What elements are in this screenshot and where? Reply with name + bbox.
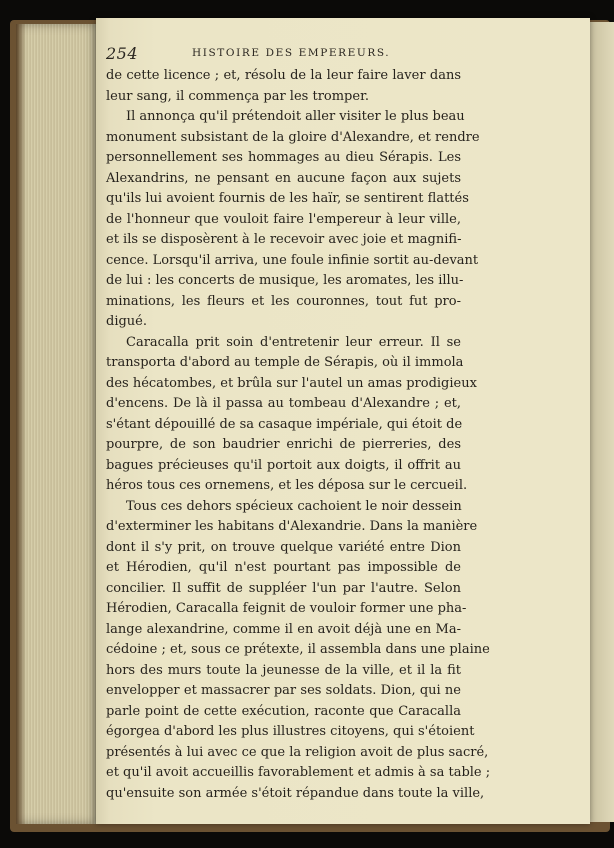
text-line: bagues précieuses qu'il portoit aux doigts, il offrit au bbox=[106, 457, 461, 473]
body-text bbox=[106, 66, 491, 804]
page-edges bbox=[16, 24, 102, 824]
text-line: Il annonça qu'il prétendoit aller visiter le plus beau bbox=[126, 109, 465, 124]
text-line: de l'honneur que vouloit faire l'empereur à leur ville, bbox=[106, 211, 461, 227]
text-line: envelopper et massacrer par ses soldats. Dion, qui ne bbox=[106, 683, 461, 698]
text-line: personnellement ses hommages au dieu Sérapis. Les bbox=[106, 150, 461, 165]
text-line: cédoine ; et, sous ce prétexte, il assembla dans une plaine bbox=[106, 642, 490, 657]
page-number: 254 bbox=[106, 44, 139, 63]
text-line: cence. Lorsqu'il arriva, une foule infinie sortit au-devant bbox=[106, 252, 479, 268]
text-line: hors des murs toute la jeunesse de la ville, et il la fit bbox=[106, 662, 461, 678]
text-line: d'exterminer les habitans d'Alexandrie. Dans la manière bbox=[106, 519, 478, 534]
text-line: leur sang, il commença par les tromper. bbox=[106, 88, 369, 104]
text-line: de lui : les concerts de musique, les aromates, les illu- bbox=[106, 273, 464, 288]
text-line: présentés à lui avec ce que la religion avoit de plus sacré, bbox=[106, 744, 489, 760]
text-line: s'étant dépouillé de sa casaque impériale, qui étoit de bbox=[106, 416, 463, 432]
text-line: d'encens. De là il passa au tombeau d'Alexandre ; et, bbox=[106, 396, 461, 411]
facing-page-edge bbox=[590, 22, 614, 822]
text-line: lange alexandrine, comme il en avoit déjà une en Ma- bbox=[106, 621, 461, 637]
text-line: digué. bbox=[106, 314, 147, 329]
text-line: Hérodien, Caracalla feignit de vouloir former une pha- bbox=[106, 601, 467, 616]
text-line: parle point de cette exécution, raconte que Caracalla bbox=[106, 703, 461, 719]
text-line: et qu'il avoit accueillis favorablement et admis à sa table ; bbox=[106, 765, 491, 780]
text-line: monument subsistant de la gloire d'Alexandre, et rendre bbox=[106, 129, 480, 145]
text-line: égorgea d'abord les plus illustres citoyens, qui s'étoient bbox=[106, 724, 475, 739]
text-line: de cette licence ; et, résolu de la leur faire laver dans bbox=[106, 68, 461, 83]
text-line: qu'ils lui avoient fournis de les haïr, se sentirent flattés bbox=[106, 191, 469, 206]
text-line: Tous ces dehors spécieux cachoient le noir dessein bbox=[126, 498, 462, 514]
running-head: HISTOIRE DES EMPEREURS. bbox=[192, 47, 391, 59]
text-line: concilier. Il suffit de suppléer l'un par l'autre. Selon bbox=[106, 580, 461, 596]
page-header bbox=[106, 44, 474, 64]
text-line: qu'ensuite son armée s'étoit répandue dans toute la ville, bbox=[106, 785, 485, 801]
text-line: et ils se disposèrent à le recevoir avec joie et magnifi- bbox=[106, 232, 462, 247]
text-line: des hécatombes, et brûla sur l'autel un amas prodigieux bbox=[106, 375, 477, 391]
text-line: minations, les fleurs et les couronnes, tout fut pro- bbox=[106, 293, 461, 309]
text-line: dont il s'y prit, on trouve quelque variété entre Dion bbox=[106, 539, 461, 555]
text-line: pourpre, de son baudrier enrichi de pierreries, des bbox=[106, 437, 461, 452]
text-line: Caracalla prit soin d'entretenir leur erreur. Il se bbox=[126, 334, 461, 350]
text-line: Alexandrins, ne pensant en aucune façon aux sujets bbox=[106, 170, 461, 186]
text-line: et Hérodien, qu'il n'est pourtant pas impossible de bbox=[106, 560, 461, 575]
text-line: héros tous ces ornemens, et les déposa sur le cercueil. bbox=[106, 478, 468, 493]
text-line: transporta d'abord au temple de Sérapis, où il immola bbox=[106, 355, 464, 370]
